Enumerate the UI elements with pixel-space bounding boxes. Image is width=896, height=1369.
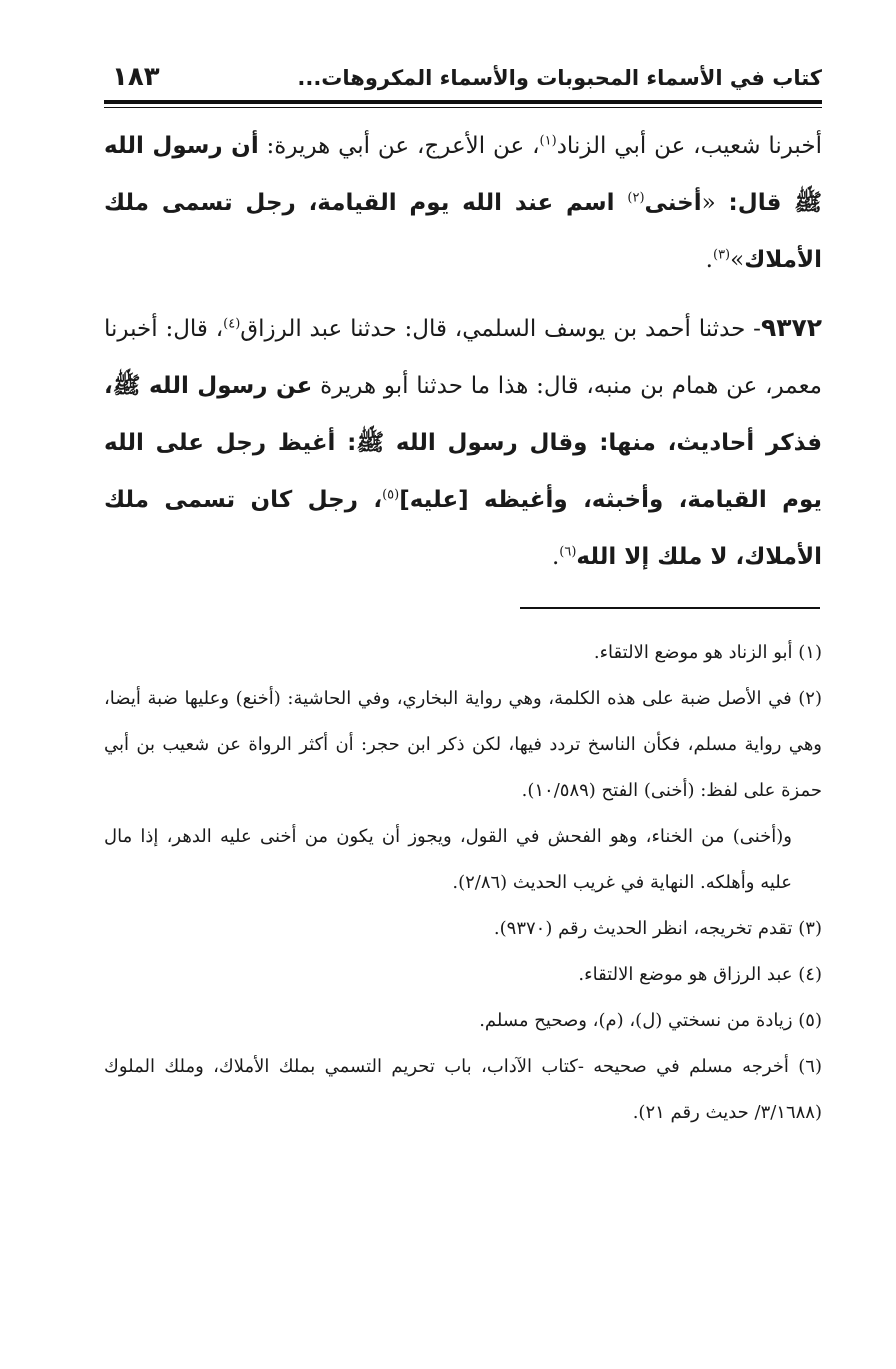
footnote-ref-4[interactable]: (٤) — [223, 316, 241, 332]
bold-run: اسم عند الله يوم القيامة، رجل تسمى ملك الأملاك — [104, 190, 822, 273]
footnote-ref-2[interactable]: (٢) — [627, 190, 645, 206]
footnote-2-continuation: و(أخنى) من الخناء، وهو الفحش في القول، ويجوز أن يكون من أخنى عليه الدهر، إذا مال عليه وأهلكه. النهاية في غريب الحديث (٢/٨٦). — [104, 826, 792, 893]
header-rule-thick — [104, 100, 822, 104]
quote-close: » — [730, 247, 745, 273]
header-title: كتاب في الأسماء المحبوبات والأسماء المكروهات... — [297, 66, 822, 90]
running-header — [104, 62, 822, 100]
footnote-ref-3[interactable]: (٣) — [712, 247, 731, 263]
bold-run: ، رجل كان تسمى ملك الأملاك، لا ملك إلا الله — [104, 487, 822, 570]
bold-run: عن رسول الله ﷺ، فذكر أحاديث، منها: وقال رسول الله ﷺ: أغيظ رجل على الله يوم القيامة، وأخبثه، وأغيظه [عليه] — [104, 373, 823, 513]
footnotes — [104, 630, 822, 1136]
hadith-number: ٩٣٧٢ — [760, 313, 822, 342]
bold-run: أخنى — [644, 190, 702, 216]
footnote-5: (٥) زيادة من نسختي (ل)، (م)، وصحيح مسلم. — [479, 1010, 822, 1031]
text-run: . — [705, 247, 713, 273]
paragraph-2 — [104, 299, 822, 586]
header-rule-thin — [104, 107, 822, 108]
text-run: ، قال: أخبرنا معمر، عن همام بن منبه، قال: هذا ما حدثنا أبو هريرة — [104, 316, 822, 399]
quote-open: « — [701, 190, 716, 216]
paragraph-1 — [104, 118, 822, 289]
footnote-1: (١) أبو الزناد هو موضع الالتقاء. — [593, 642, 822, 663]
page-number: ١٨٣ — [112, 62, 160, 92]
bold-run: أن رسول الله ﷺ قال: — [104, 133, 822, 216]
text-run: ، عن الأعرج، عن أبي هريرة: — [258, 133, 540, 159]
text-run: أخبرنا شعيب، عن أبي الزناد — [556, 133, 822, 159]
footnote-2: (٢) في الأصل ضبة على هذه الكلمة، وهي رواية البخاري، وفي الحاشية: (أخنع) وعليها ضبة أيضا، وهي رواية مسلم، فكأن الناسخ تردد فيها، لكن ذكر ابن حجر: أن أكثر الرواة عن شعيب بن أبي حمزة على لفظ: (أخنى) الفتح (١٠/٥٨٩). — [104, 688, 822, 801]
footnote-separator — [520, 607, 820, 609]
footnote-ref-6[interactable]: (٦) — [559, 544, 577, 560]
footnote-6: (٦) أخرجه مسلم في صحيحه -كتاب الآداب، باب تحريم التسمي بملك الأملاك، وملك الملوك (٣/١٦٨٨/ حديث رقم ٢١). — [104, 1056, 822, 1123]
footnote-4: (٤) عبد الرزاق هو موضع الالتقاء. — [578, 964, 822, 985]
text-run: . — [551, 544, 560, 570]
footnote-3: (٣) تقدم تخريجه، انظر الحديث رقم (٩٣٧٠). — [493, 918, 822, 939]
footnote-ref-1[interactable]: (١) — [539, 133, 557, 149]
text-run: - حدثنا أحمد بن يوسف السلمي، قال: حدثنا عبد الرزاق — [240, 316, 761, 342]
main-text — [104, 118, 822, 596]
footnote-ref-5[interactable]: (٥) — [382, 487, 400, 503]
